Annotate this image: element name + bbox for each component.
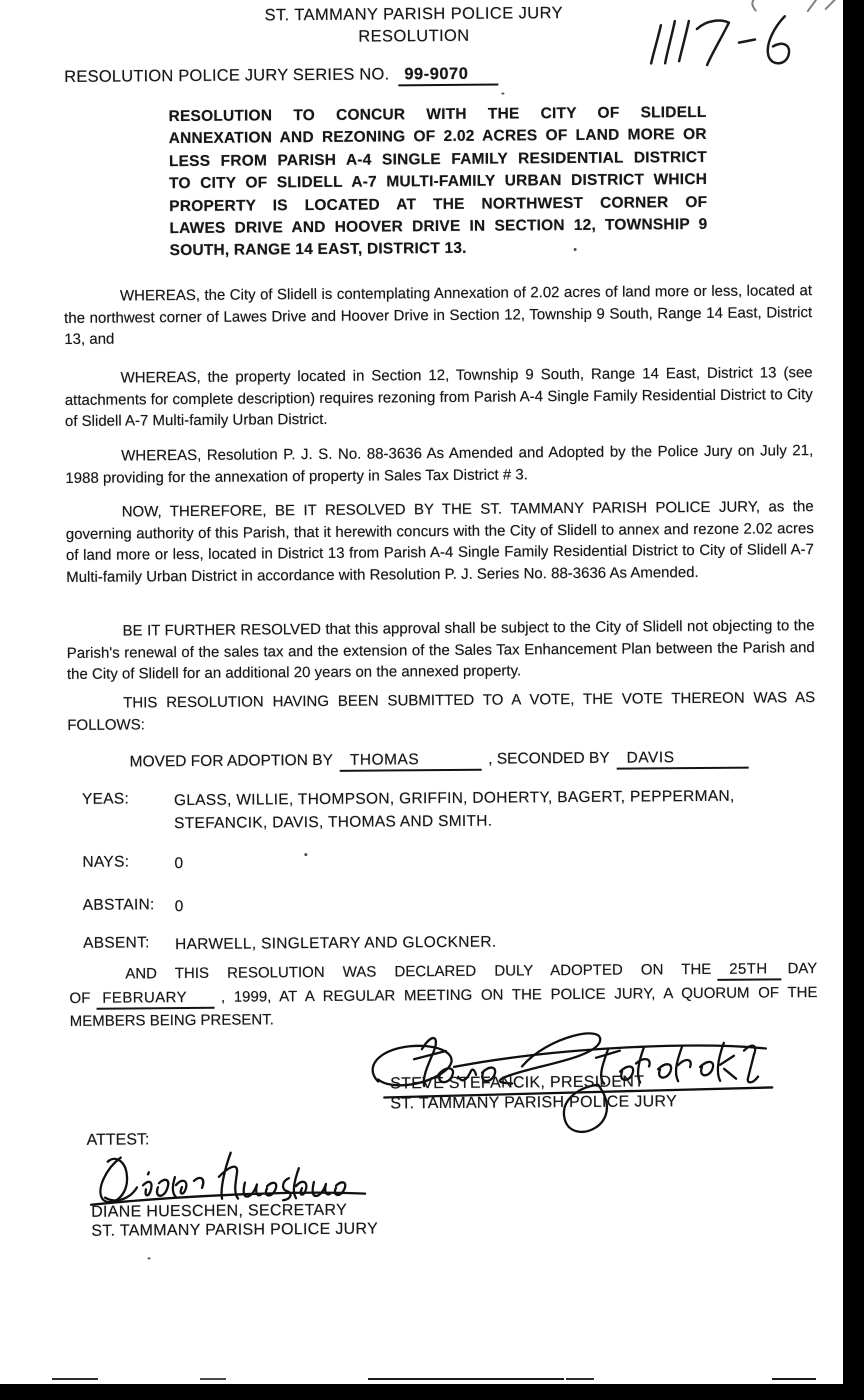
- scan-scuff-line: [772, 1378, 816, 1380]
- series-label: RESOLUTION POLICE JURY SERIES NO.: [64, 65, 390, 86]
- scan-speck: [574, 248, 577, 251]
- title-line: LESS FROM PARISH A-4 SINGLE FAMILY RESIDENTIAL DISTRICT: [168, 148, 707, 170]
- secretary-org-line: ST. TAMMANY PARISH POLICE JURY: [91, 1220, 379, 1240]
- absent-label: ABSENT:: [82, 934, 150, 952]
- resolution-title: [168, 102, 707, 263]
- yeas-value: GLASS, WILLIE, THOMPSON, GRIFFIN, DOHERTY, BAGERT, PEPPERMAN, STEFANCIK, DAVIS, THOMAS AND SMITH.: [173, 787, 735, 832]
- motion-connector: , SECONDED BY: [488, 749, 610, 768]
- mover-name: THOMAS: [340, 751, 481, 772]
- president-org-line: ST. TAMMANY PARISH POLICE JURY: [390, 1093, 678, 1113]
- adoption-text: , 1999, AT A REGULAR MEETING ON THE POLICE JURY, A QUORUM OF THE MEMBERS BEING PRESENT.: [69, 983, 818, 1030]
- handwritten-docket-number: [643, 10, 819, 77]
- document-org-title: ST. TAMMANY PARISH POLICE JURY: [264, 4, 564, 25]
- title-line: RESOLUTION TO CONCUR WITH THE CITY OF SLIDELL: [168, 103, 707, 126]
- series-number: 99-9070: [398, 65, 498, 87]
- yeas-label: YEAS:: [81, 790, 130, 808]
- title-line: PROPERTY IS LOCATED AT THE NORTHWEST CORNER OF: [169, 193, 708, 215]
- adoption-month: FEBRUARY: [96, 988, 215, 1009]
- scan-scuff-line: [200, 1378, 226, 1380]
- scan-scuff-line: [368, 1378, 564, 1380]
- whereas-paragraph-2: WHEREAS, the property located in Section 12, Township 9 South, Range 14 East, District 13 (see attachments for complete description) requires rezoning from Parish A-4 Single Family Residential District to City of Slidell A-7 Multi-family Urban District.: [64, 364, 813, 431]
- title-line: ANNEXATION AND REZONING OF 2.02 ACRES OF LAND MORE OR: [168, 126, 707, 148]
- scan-speck: [304, 853, 307, 856]
- series-line: [64, 65, 498, 87]
- absent-value: HARWELL, SINGLETARY AND GLOCKNER.: [174, 933, 497, 954]
- motion-prefix: MOVED FOR ADOPTION BY: [129, 751, 333, 771]
- abstain-label: ABSTAIN:: [82, 896, 155, 914]
- title-line: SOUTH, RANGE 14 EAST, DISTRICT 13.: [169, 240, 467, 260]
- further-resolved-paragraph: BE IT FURTHER RESOLVED that this approval shall be subject to the City of Slidell not objecting to the Parish's renewal of the sales tax and the extension of the Sales Tax Enhancement Plan between the Parish and the City of Slidell for an additional 20 years on the annexed property.: [66, 617, 815, 684]
- scan-scuff-line: [52, 1378, 98, 1380]
- scan-speck: [501, 93, 504, 95]
- scan-edge-band-right: [843, 0, 864, 1400]
- adoption-text: AND THIS RESOLUTION WAS DECLARED DULY ADOPTED ON THE: [125, 960, 712, 983]
- motion-line: [130, 749, 756, 772]
- nays-label: NAYS:: [82, 853, 130, 871]
- submitted-to-vote-paragraph: THIS RESOLUTION HAVING BEEN SUBMITTED TO A VOTE, THE VOTE THEREON WAS AS FOLLOWS:: [67, 689, 816, 734]
- scan-edge-band-bottom: [0, 1384, 864, 1400]
- title-line: TO CITY OF SLIDELL A-7 MULTI-FAMILY URBAN DISTRICT WHICH: [169, 171, 708, 193]
- document-type-heading: RESOLUTION: [358, 26, 470, 46]
- whereas-paragraph-1: WHEREAS, the City of Slidell is contemplating Annexation of 2.02 acres of land more or less, located at the northwest corner of Lawes Drive and Hoover Drive in Section 12, Township 9 South, Range 14 East, District 13, and: [64, 282, 813, 349]
- seconder-name: DAVIS: [617, 749, 749, 770]
- nays-value: 0: [174, 855, 184, 873]
- attest-label: ATTEST:: [86, 1131, 150, 1149]
- resolved-paragraph: NOW, THEREFORE, BE IT RESOLVED BY THE ST. TAMMANY PARISH POLICE JURY, as the governing authority of this Parish, that it herewith concurs with the City of Slidell to annex and rezone 2.02 acres of land more or less, located in District 13 from Parish A-4 Single Family Residential District to City of Slidell A-7 Multi-family Urban District in accordance with Resolution P. J. Series No. 88-3636 As Amended.: [65, 498, 815, 587]
- president-name-line: STEVE STEFANCIK, PRESIDENT: [390, 1073, 645, 1093]
- scan-speck: [148, 1257, 151, 1259]
- whereas-paragraph-3: WHEREAS, Resolution P. J. S. No. 88-3636 As Amended and Adopted by the Police Jury on July 21, 1988 providing for the annexation of property in Sales Tax District # 3.: [65, 442, 814, 487]
- scan-scuff-line: [566, 1378, 594, 1380]
- abstain-value: 0: [174, 898, 184, 916]
- title-line: LAWES DRIVE AND HOOVER DRIVE IN SECTION 12, TOWNSHIP 9: [169, 215, 708, 238]
- adoption-day: 25TH: [717, 960, 781, 981]
- secretary-name-line: DIANE HUESCHEN, SECRETARY: [91, 1201, 348, 1221]
- adoption-text: DAY OF: [69, 960, 818, 1007]
